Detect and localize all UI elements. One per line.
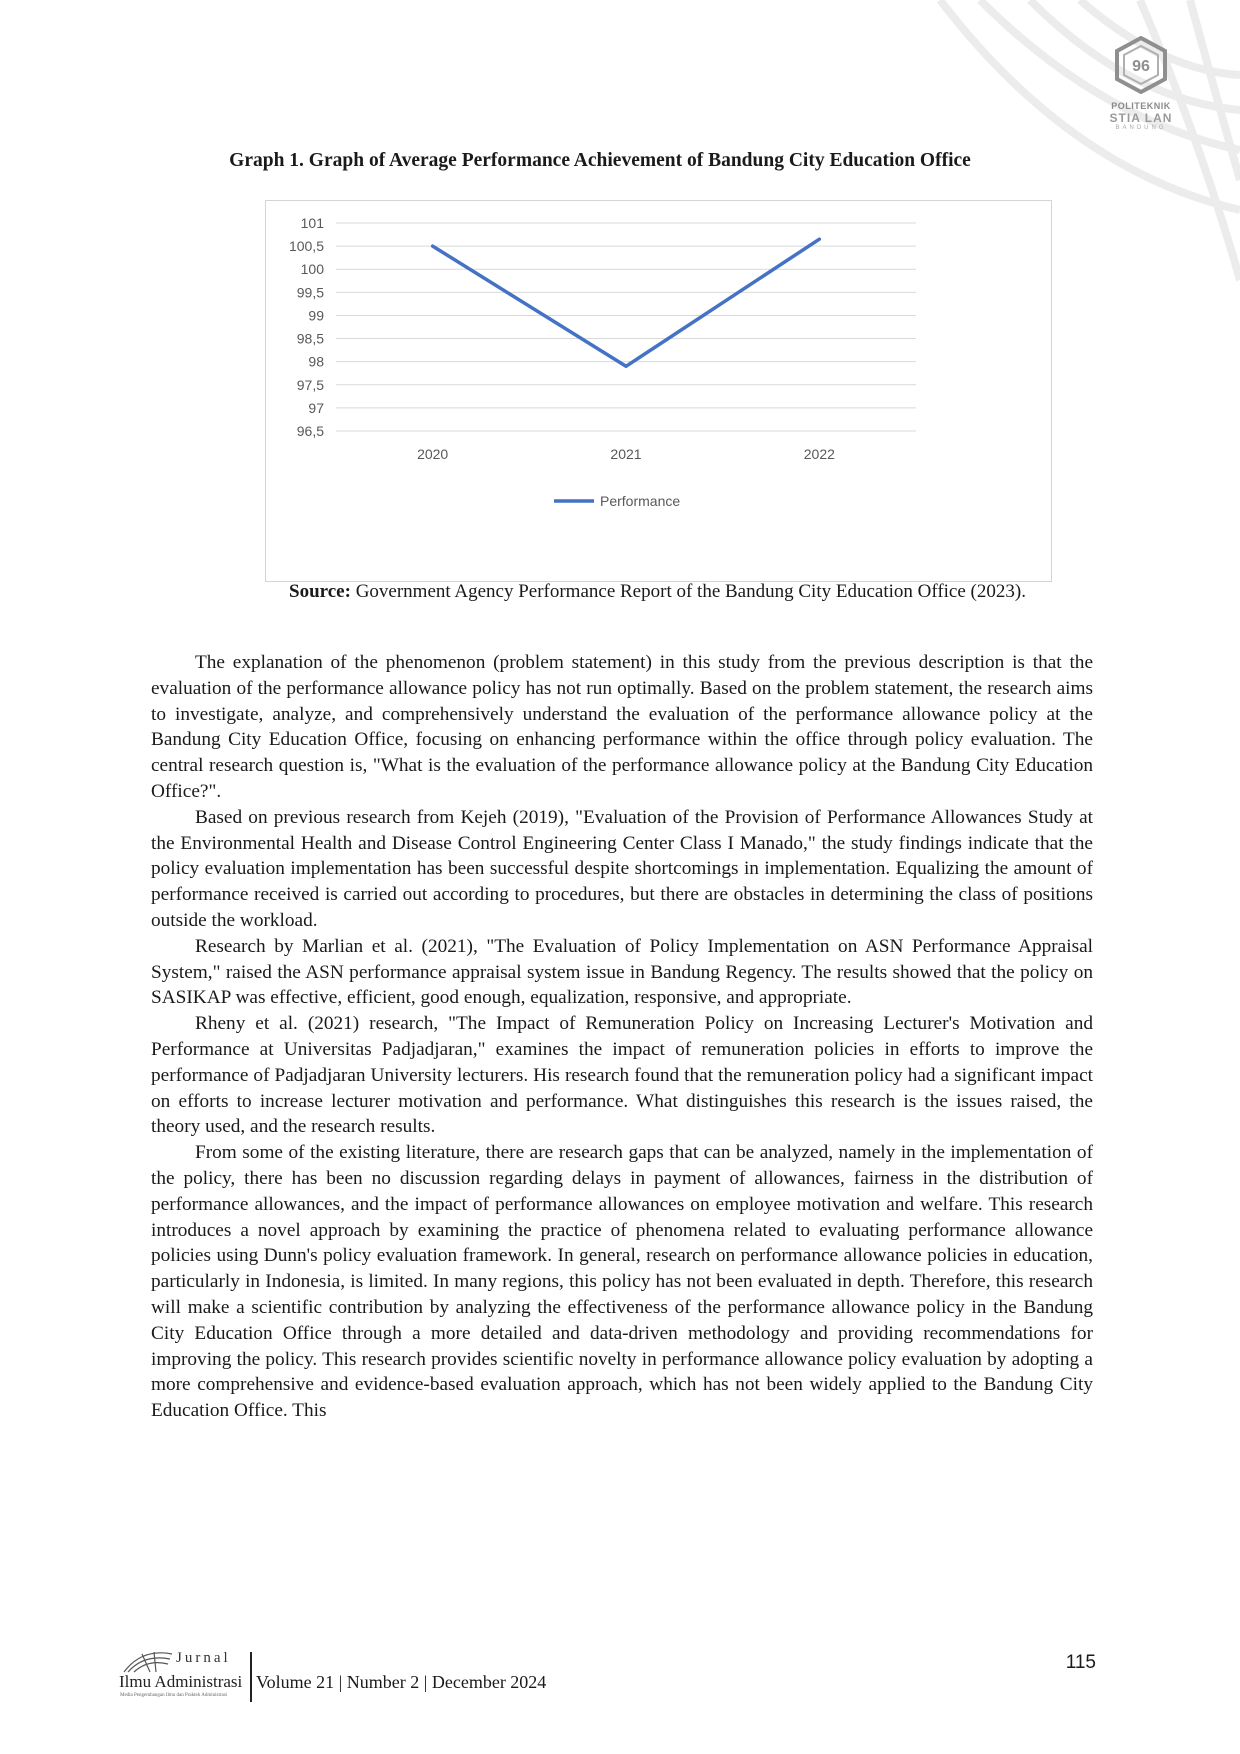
logo-city: BANDUNG bbox=[1115, 125, 1167, 131]
logo-name-line1: POLITEKNIK bbox=[1111, 101, 1171, 111]
y-tick-label: 100,5 bbox=[288, 238, 324, 255]
series-line-performance bbox=[433, 239, 820, 366]
y-tick-label: 97 bbox=[308, 399, 324, 416]
journal-name-top: Jurnal bbox=[176, 1650, 231, 1666]
body-text bbox=[151, 650, 1093, 1424]
paragraph: Research by Marlian et al. (2021), "The Evaluation of Policy Implementation on ASN Performance Appraisal System," raised the ASN performance appraisal system issue in Bandung Regency. The results showed that the policy on SASIKAP was effective, efficient, good enough, equalization, responsive, and appropriate. bbox=[151, 935, 1093, 1009]
y-tick-label: 100 bbox=[300, 261, 324, 278]
hexagon-logo-icon bbox=[1114, 36, 1168, 94]
paragraph: The explanation of the phenomenon (problem statement) in this study from the previous description is that the evaluation of the performance allowance policy has not run optimally. Based on the problem statement, the research aims to investigate, analyze, and comprehensively understand the evaluation of the performance allowance policy at the Bandung City Education Office, focusing on enhancing performance within the office through policy evaluation. The central research question is, "What is the evaluation of the performance allowance policy at the Bandung City Education Office?". bbox=[151, 652, 1093, 802]
logo-name-line2: STIA LAN bbox=[1109, 111, 1173, 125]
performance-line-chart bbox=[266, 201, 1051, 581]
graph-title: Graph 1. Graph of Average Performance Achievement of Bandung City Education Office bbox=[229, 150, 971, 171]
svg-text:96: 96 bbox=[1132, 58, 1150, 75]
x-tick-label: 2022 bbox=[803, 446, 835, 462]
journal-subtitle: Media Pengembangan Ilmu dan Praktek Administrasi bbox=[120, 1693, 228, 1698]
y-tick-label: 101 bbox=[300, 215, 324, 231]
figure-source bbox=[230, 580, 1085, 603]
y-tick-label: 98,5 bbox=[296, 330, 324, 347]
footer-divider bbox=[250, 1652, 252, 1702]
y-tick-label: 97,5 bbox=[296, 376, 324, 393]
source-text: Government Agency Performance Report of the Bandung City Education Office (2023). bbox=[355, 581, 1026, 602]
institution-logo bbox=[1086, 36, 1196, 132]
y-tick-label: 99,5 bbox=[296, 284, 324, 301]
x-tick-label: 2021 bbox=[610, 446, 642, 462]
chart-container bbox=[265, 200, 1052, 582]
page-number: 115 bbox=[1065, 1652, 1096, 1673]
journal-name: Ilmu Administrasi bbox=[119, 1672, 243, 1691]
paragraph: From some of the existing literature, there are research gaps that can be analyzed, namely in the implementation of the policy, there has been no discussion regarding delays in payment of allowances, fairness in the distribution of performance allowances, and the impact of performance allowances on employee motivation and welfare. This research introduces a novel approach by examining the practice of phenomena related to evaluating performance allowance policies using Dunn's policy evaluation framework. In general, research on performance allowance policies in education, particularly in Indonesia, is limited. In many regions, this policy has not been evaluated in depth. Therefore, this research will make a scientific contribution by analyzing the effectiveness of the performance allowance policy in the Bandung City Education Office through a more detailed and data-driven methodology and providing recommendations for improving the policy. This research provides scientific novelty in performance allowance policy evaluation by adopting a more comprehensive and evidence-based evaluation approach, which has not been widely applied to the Bandung City Education Office. This bbox=[151, 1142, 1093, 1422]
legend-label: Performance bbox=[600, 493, 681, 509]
y-tick-label: 96,5 bbox=[296, 423, 324, 439]
source-label: Source: bbox=[289, 581, 351, 602]
paragraph: Based on previous research from Kejeh (2019), "Evaluation of the Provision of Performance Allowances Study at the Environmental Health and Disease Control Engineering Center Class I Manado," the study findings indicate that the policy evaluation implementation has been successful despite shortcomings in implementation. Equalizing the amount of performance received is carried out according to procedures, but there are obstacles in determining the class of positions outside the workload. bbox=[151, 806, 1093, 931]
y-tick-label: 98 bbox=[308, 353, 324, 370]
paragraph: Rheny et al. (2021) research, "The Impact of Remuneration Policy on Increasing Lecturer's Motivation and Performance at Universitas Padjadjaran," examines the impact of remuneration policies in efforts to improve the performance of Padjadjaran University lecturers. His research found that the remuneration policy had a significant impact on efforts to increase lecturer motivation and performance. What distinguishes this research is the issues raised, the theory used, and the research results. bbox=[151, 1013, 1093, 1138]
x-tick-label: 2020 bbox=[417, 446, 449, 462]
volume-info: Volume 21 | Number 2 | December 2024 bbox=[256, 1672, 547, 1692]
y-tick-label: 99 bbox=[308, 307, 324, 324]
